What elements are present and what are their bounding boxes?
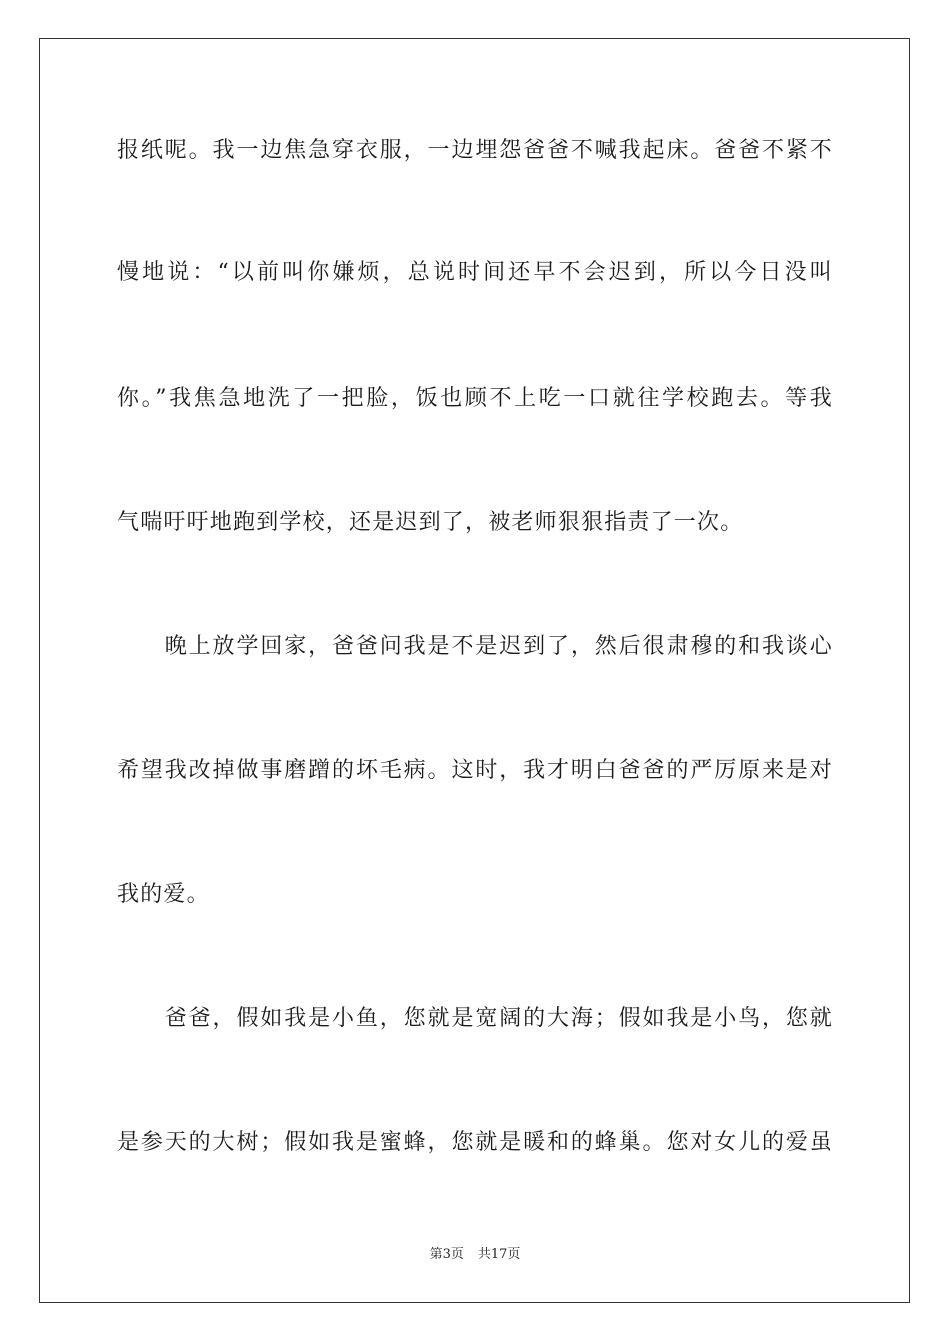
page-border [39,38,910,1303]
paragraph-line-4: 气喘吁吁地跑到学校，还是迟到了，被老师狠狠指责了一次。 [117,510,744,535]
total-pages: 共17页 [477,1247,521,1262]
paragraph-line-3: 你。”我焦急地洗了一把脸，饭也顾不上吃一口就往学校跑去。等我 [117,386,833,411]
paragraph-line-9: 是参天的大树；假如我是蜜蜂，您就是暖和的蜂巢。您对女儿的爱虽 [117,1130,833,1155]
paragraph-line-8: 爸爸，假如我是小鱼，您就是宽阔的大海；假如我是小鸟，您就 [117,1006,833,1031]
paragraph-line-7: 我的爱。 [117,882,210,907]
page-footer [0,1246,950,1264]
page-number: 第3页 [429,1247,464,1262]
paragraph-line-5: 晚上放学回家，爸爸问我是不是迟到了，然后很肃穆的和我谈心 [117,634,833,659]
paragraph-line-6: 希望我改掉做事磨蹭的坏毛病。这时，我才明白爸爸的严厉原来是对 [117,758,833,783]
paragraph-line-1: 报纸呢。我一边焦急穿衣服，一边埋怨爸爸不喊我起床。爸爸不紧不 [117,138,833,163]
paragraph-line-2: 慢地说：“以前叫你嫌烦，总说时间还早不会迟到，所以今日没叫 [117,260,833,285]
